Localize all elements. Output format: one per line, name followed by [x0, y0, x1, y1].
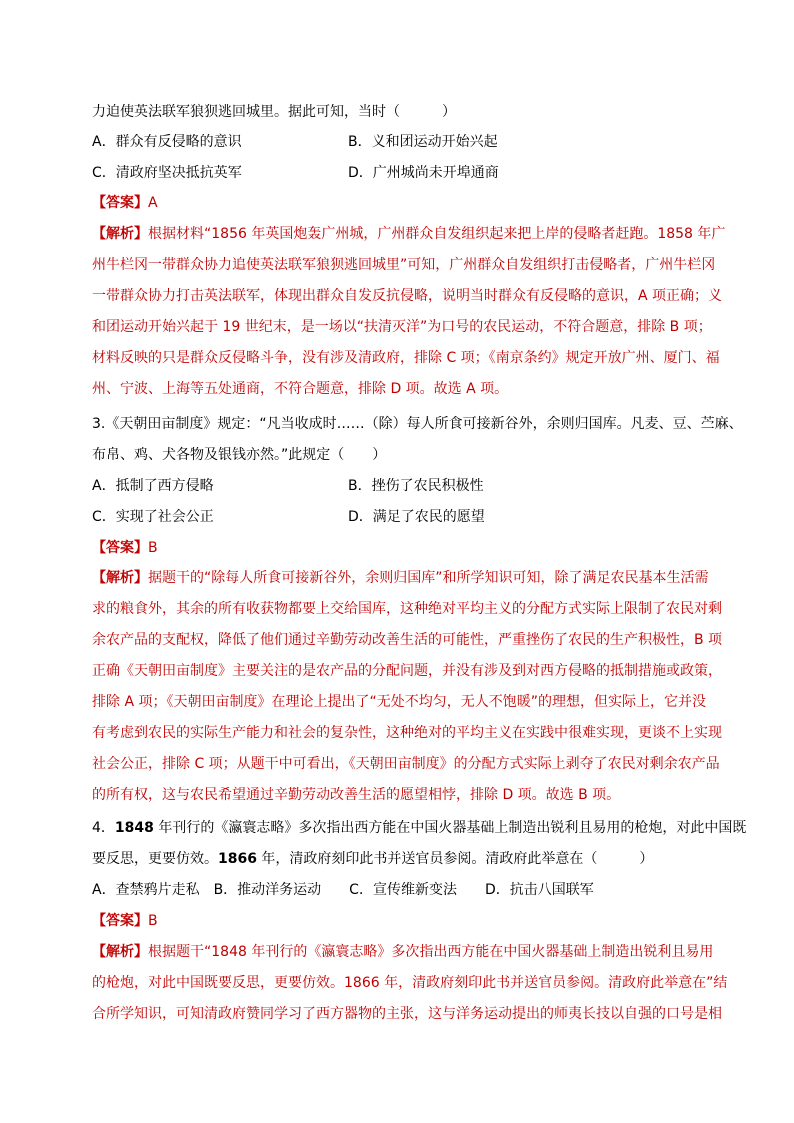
- answer-label: 【答案】: [92, 540, 148, 556]
- q3-analysis-line-6: 有考虑到农民的实际生产能力和社会的复杂性，这种绝对的平均主义在实践中很难实现，更谈不上实现: [92, 725, 722, 741]
- q3-stem-line-2: 布帛、鸡、犬各物及银钱亦然。”此规定（ ）: [92, 447, 387, 463]
- q4-analysis-line-3: 合所学知识，可知清政府赞同学习了西方器物的主张，这与洋务运动提出的师夷长技以自强的口号是相: [92, 1006, 722, 1022]
- q2-analysis-line-6: 州、宁波、上海等五处通商，不符合题意，排除 D 项。故选 A 项。: [92, 381, 509, 397]
- q2-analysis-line-1: [92, 224, 725, 244]
- year: 1848: [114, 820, 154, 836]
- q3-stem-line-1: 3.《天朝田亩制度》规定：“凡当收成时……（除）每人所食可接新谷外，余则归国库。凡麦、豆、苎麻、: [92, 416, 743, 432]
- analysis-text: 据题干的: [148, 570, 204, 586]
- analysis-label: 【解析】: [92, 944, 148, 960]
- q3-option-b: B．挫伤了农民积极性: [348, 478, 484, 494]
- analysis-quote: “1848 年刊行的《瀛寰志略》多次指出西方能在中国火器基础上制造出锐利且易用: [204, 944, 714, 960]
- q2-analysis-line-2: [92, 255, 715, 275]
- q2-analysis-line-3: 一带群众协力打击英法联军，体现出群众自发反抗侵略，说明当时群众有反侵略的意识，A 项正确；义: [92, 288, 723, 304]
- analysis-text: 根据题干: [148, 944, 204, 960]
- q4-analysis-line-2: [92, 973, 727, 993]
- analysis-text: 结: [713, 975, 728, 991]
- stem-text: 年，清政府刻印此书并送官员参阅。清政府此举意在（ ）: [256, 851, 654, 867]
- q2-option-b: B．义和团运动开始兴起: [348, 134, 498, 150]
- analysis-text: 和所学知识可知，除了满足农民基本生活需: [442, 570, 709, 586]
- q2-answer: [92, 193, 158, 213]
- q3-analysis-line-1: [92, 568, 709, 588]
- q3-analysis-line-7: 社会公正，排除 C 项；从题干中可看出，《天朝田亩制度》的分配方式实际上剥夺了农民对剩余农产品: [92, 756, 720, 772]
- q2-option-a: A．群众有反侵略的意识: [92, 134, 242, 150]
- analysis-quote: “除每人所食可接新谷外，余则归国库”: [204, 570, 443, 586]
- stem-text: 要反思，更要仿效。: [92, 851, 218, 867]
- q3-option-d: D．满足了农民的愿望: [348, 509, 485, 525]
- q3-option-a: A．抵制了西方侵略: [92, 478, 214, 494]
- q3-analysis-line-8: 的所有权，这与农民希望通过辛勤劳动改善生活的愿望相悖，排除 D 项。故选 B 项。: [92, 787, 621, 803]
- q3-answer: [92, 538, 158, 558]
- q2-stem-line: 力迫使英法联军狼狈逃回城里。据此可知，当时（ ）: [92, 104, 456, 120]
- q4-stem-line-1: [92, 818, 746, 838]
- q3-analysis-line-3: 余农产品的支配权，降低了他们通过辛勤劳动改善生活的可能性，严重挫伤了农民的生产积极性，B 项: [92, 632, 723, 648]
- question-number: 4．: [92, 820, 115, 836]
- analysis-quote: 州牛栏冈一带群众协力追使英法联军狼狈逃回城里”: [92, 257, 408, 273]
- answer-value: B: [148, 913, 158, 929]
- q4-options: A．查禁鸦片走私 B．推动洋务运动 C．宣传维新变法 D．抗击八国联军: [92, 882, 594, 898]
- analysis-label: 【解析】: [92, 226, 148, 242]
- answer-value: B: [148, 540, 158, 556]
- analysis-quote: “1856 年英国炮轰广州城，广州群众自发组织起来把上岸的侵略者赶跑。1858 年广: [204, 226, 726, 242]
- analysis-label: 【解析】: [92, 570, 148, 586]
- q3-option-c: C．实现了社会公正: [92, 509, 214, 525]
- q2-option-d: D．广州城尚未开埠通商: [348, 165, 499, 181]
- q2-option-c: C．清政府坚决抵抗英军: [92, 165, 242, 181]
- analysis-text: 可知，广州群众自发组织打击侵略者，广州牛栏冈: [407, 257, 716, 273]
- analysis-text: 根据材料: [148, 226, 204, 242]
- answer-label: 【答案】: [92, 913, 148, 929]
- q2-analysis-line-4: 和团运动开始兴起于 19 世纪末，是一场以“扶清灭洋”为口号的农民运动，不符合题意，排除 B 项；: [92, 319, 712, 335]
- q4-answer: [92, 911, 158, 931]
- answer-value: A: [148, 195, 158, 211]
- year: 1866: [218, 851, 257, 867]
- answer-label: 【答案】: [92, 195, 148, 211]
- q3-analysis-line-5: 排除 A 项；《天朝田亩制度》在理论上提出了“无处不均匀，无人不饱暖”的理想，但实际上，它并没: [92, 694, 706, 710]
- q3-analysis-line-2: 求的粮食外，其余的所有收获物都要上交给国库，这种绝对平均主义的分配方式实际上限制了农民对剩: [92, 601, 722, 617]
- analysis-quote: 的枪炮，对此中国既要反思，更要仿效。1866 年，清政府刻印此书并送官员参阅。清政府此举意在”: [92, 975, 714, 991]
- q2-analysis-line-5: 材料反映的只是群众反侵略斗争，没有涉及清政府，排除 C 项；《南京条约》规定开放广州、厦门、福: [92, 350, 720, 366]
- q3-analysis-line-4: 正确《天朝田亩制度》主要关注的是农产品的分配问题，并没有涉及到对西方侵略的抵制措施或政策，: [92, 663, 722, 679]
- stem-text: 年刊行的《瀛寰志略》多次指出西方能在中国火器基础上制造出锐利且易用的枪炮，对此中国既: [153, 820, 747, 836]
- q4-stem-line-2: [92, 849, 653, 869]
- q4-analysis-line-1: [92, 942, 713, 962]
